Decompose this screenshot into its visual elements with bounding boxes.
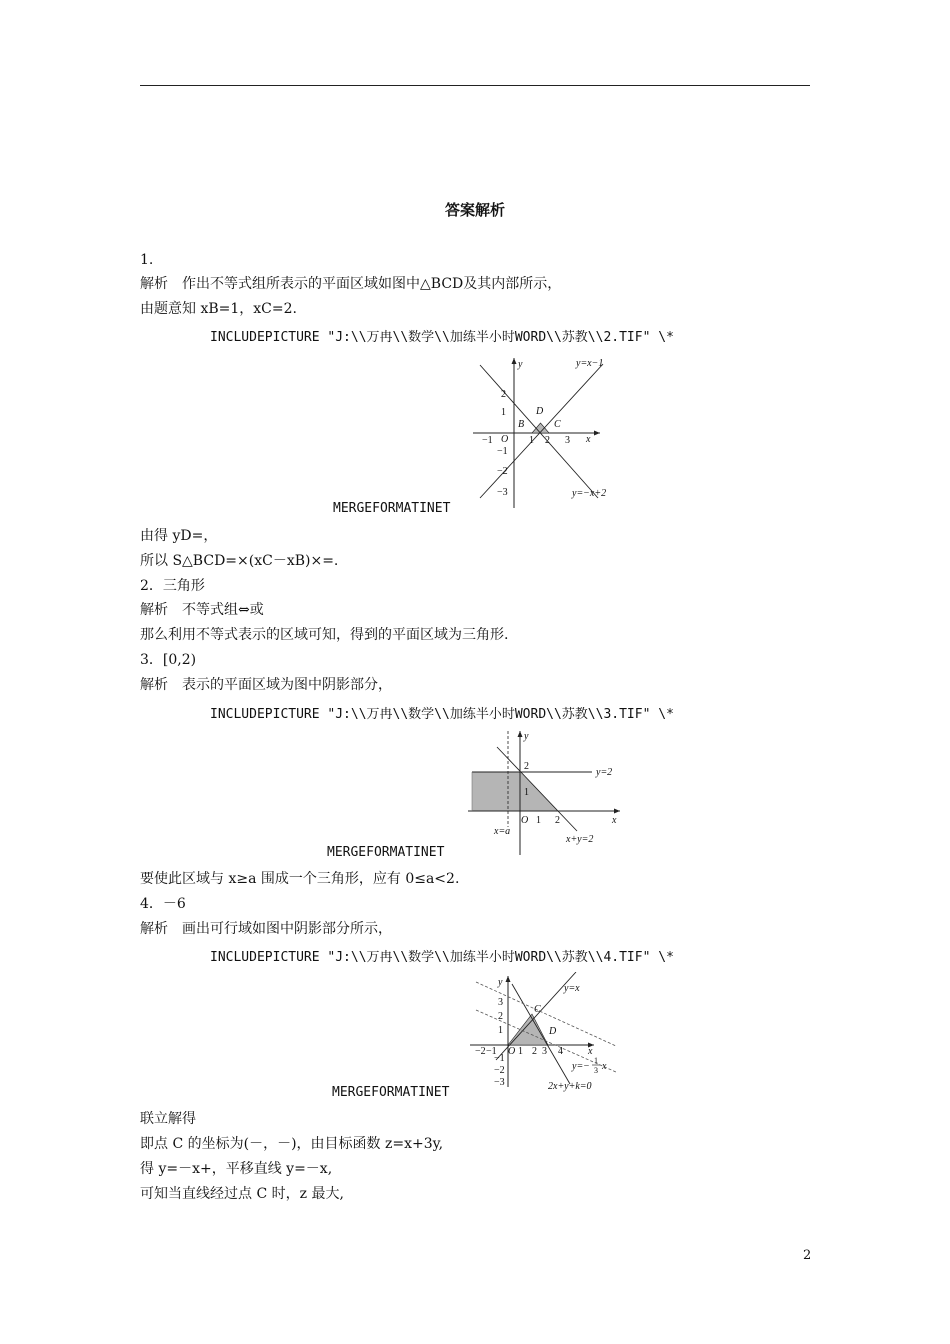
q4-ytick: −2 [494,1065,505,1076]
q4-ytick: −1 [494,1053,505,1064]
q4-origin: O [508,1046,516,1057]
q4-line-3: 得 y=－x+，平移直线 y=－x, [140,1161,333,1177]
q4-point-c: C [534,1004,541,1015]
q4-xtick: −1 [486,1046,497,1057]
q4-line-2: 即点 C 的坐标为(－，－)，由目标函数 z=x+3y, [140,1136,444,1152]
q1-figure [470,352,620,512]
q3-ytick: 2 [524,761,529,772]
q4-xtick: 4 [558,1046,563,1057]
q4-xtick: 2 [532,1046,537,1057]
q4-frac-num: 1 [594,1056,598,1065]
q1-ytick: −2 [497,466,508,477]
q3-xtick: 1 [536,815,541,826]
q4-xtick: −2 [475,1046,486,1057]
q1-y-label: y [518,359,523,370]
q3-figure [462,727,632,857]
q3-y2-label: y=2 [596,767,613,778]
q3-conclusion: 要使此区域与 x≥a 围成一个三角形，应有 0≤a<2. [140,871,460,887]
q2-number: 2．三角形 [140,578,205,594]
q1-xtick: −1 [482,435,493,446]
q3-includepicture: INCLUDEPICTURE "J:\\万冉\\数学\\加练半小时WORD\\苏教\\3.TIF" \* [210,707,674,722]
q3-x-label: x [612,815,617,826]
q3-xa-label: x=a [494,826,511,837]
q3-number: 3．[0,2) [140,652,197,668]
q4-ytick: 2 [498,1011,503,1022]
q1-ytick: −3 [497,487,508,498]
q1-ytick: −1 [497,446,508,457]
q4-kline-label: 2x+y+k=0 [548,1081,592,1092]
q3-y-label: y [524,731,529,742]
q1-line2-label: y=−x+2 [572,488,607,499]
q4-ytick: 1 [498,1025,503,1036]
q4-ytick: −3 [494,1077,505,1088]
q1-analysis: 解析 作出不等式组所表示的平面区域如图中△BCD及其内部所示， [140,276,562,292]
q1-line1-label: y=x−1 [576,358,604,369]
q3-analysis: 解析 表示的平面区域为图中阴影部分， [140,677,392,693]
page-number: 2 [803,1248,812,1263]
q3-region [472,772,558,811]
q4-number: 4．－6 [140,896,186,912]
header-rule [140,85,810,86]
q1-mergeformat: MERGEFORMATINET [333,501,451,516]
q1-point-c: C [554,419,561,430]
q3-mergeformat: MERGEFORMATINET [327,845,445,860]
q4-analysis: 解析 画出可行域如图中阴影部分所示， [140,921,392,937]
q1-origin: O [501,434,509,445]
q3-origin: O [521,815,529,826]
q1-area: 所以 S△BCD=×(xC－xB)×=. [140,553,339,569]
page-title: 答案解析 [444,201,505,219]
q4-objective-line-1 [476,982,616,1046]
q1-yd: 由得 yD=， [140,528,218,544]
q1-ytick: 2 [501,389,506,400]
q4-mergeformat: MERGEFORMATINET [332,1085,450,1100]
q1-xtick: 3 [565,435,570,446]
q4-line-4: 可知当直线经过点 C 时，z 最大, [140,1186,344,1202]
q1-ytick: 1 [501,407,506,418]
q4-x-label: x [588,1046,593,1057]
q4-figure [466,972,626,1092]
q3-xtick: 2 [555,815,560,826]
q4-xtick: 1 [518,1046,523,1057]
q4-objective-label: y=− [572,1061,590,1072]
q1-line-y-neg-x-plus-2 [480,365,598,498]
q1-point-b: B [518,419,525,430]
q1-x-label: x [586,434,591,445]
q1-xtick: 1 [529,435,534,446]
q4-line-1: 联立解得 [140,1111,196,1127]
q4-frac-den: 3 [594,1066,598,1075]
q1-known: 由题意知 xB=1，xC=2. [140,301,297,317]
q4-includepicture: INCLUDEPICTURE "J:\\万冉\\数学\\加练半小时WORD\\苏教\\4.TIF" \* [210,950,674,965]
q2-conclusion: 那么利用不等式表示的区域可知，得到的平面区域为三角形. [140,627,509,643]
q3-ytick: 1 [524,787,529,798]
q1-number: 1. [140,252,154,268]
q3-xy2-label: x+y=2 [566,834,594,845]
q1-line-y-x-minus-1 [480,364,603,498]
q4-yx-label: y=x [564,983,580,994]
q4-point-d: D [549,1026,557,1037]
q4-ytick: 3 [498,997,503,1008]
q1-includepicture: INCLUDEPICTURE "J:\\万冉\\数学\\加练半小时WORD\\苏教\\2.TIF" \* [210,330,674,345]
q1-xtick: 2 [545,435,550,446]
q1-point-d: D [536,406,544,417]
q4-y-label: y [498,977,503,988]
q4-xtick: 3 [542,1046,547,1057]
q4-frac-x: x [602,1061,607,1072]
q2-analysis: 解析 不等式组⇔或 [140,602,264,618]
